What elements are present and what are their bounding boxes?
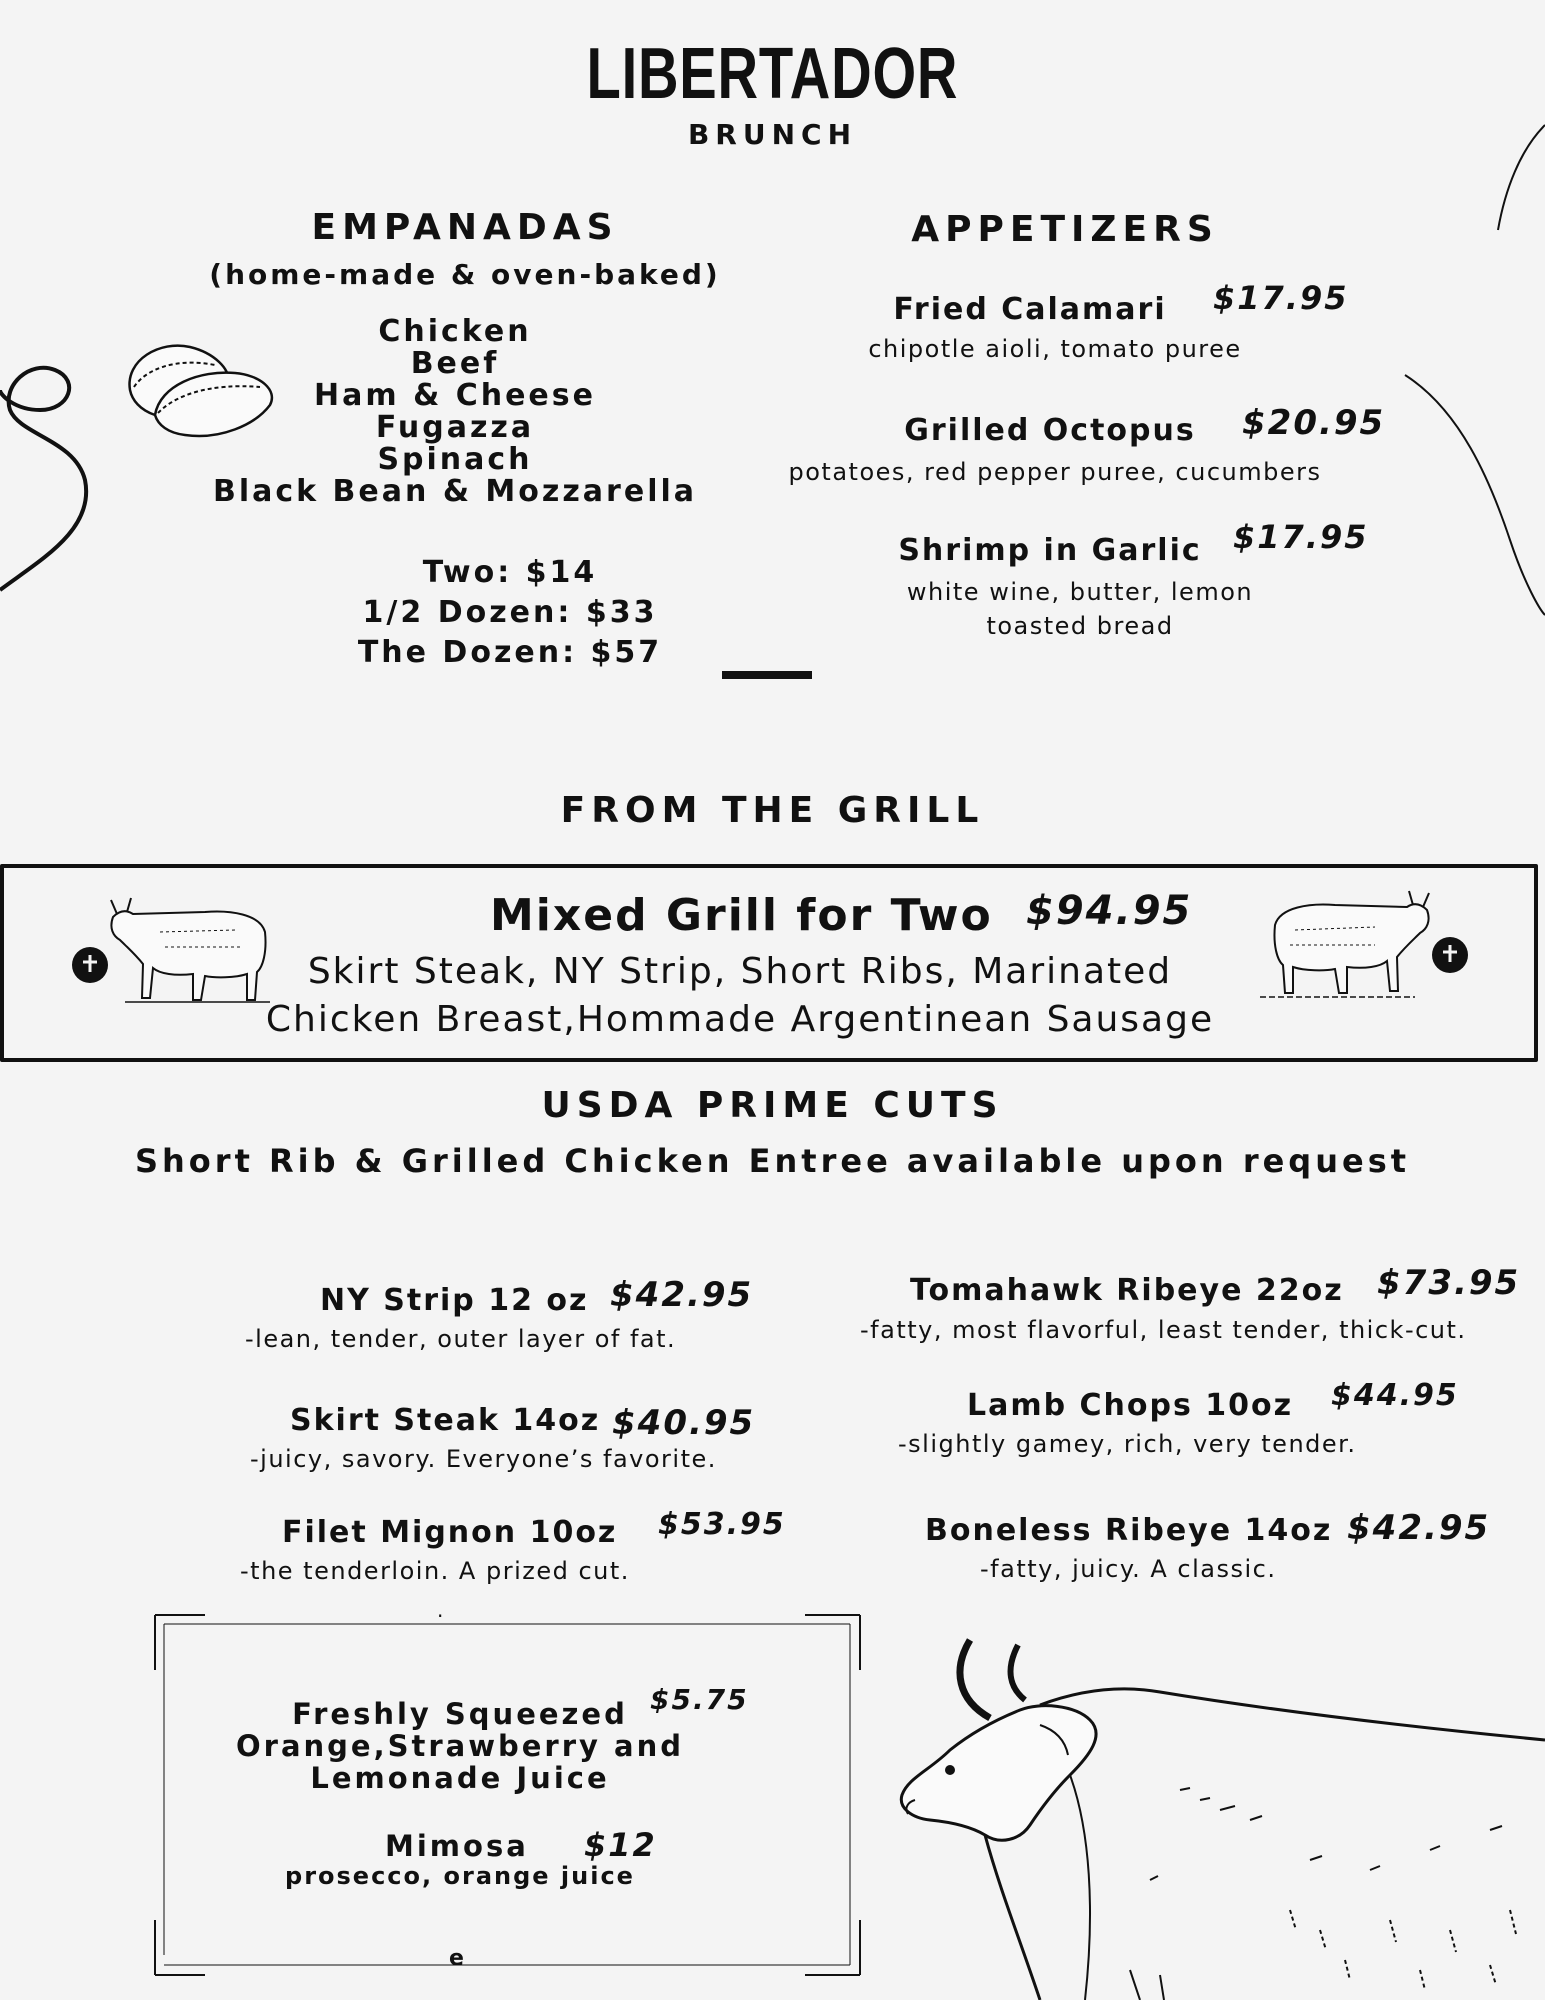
cut-price: $42.95 (610, 1275, 754, 1315)
juice-line: Freshly Squeezed (292, 1697, 628, 1731)
cut-price: $53.95 (658, 1507, 786, 1542)
bull-illustration (890, 1630, 1545, 2000)
mimosa-name: Mimosa (385, 1829, 529, 1863)
grill-item-desc (240, 948, 1240, 1044)
empanadas-heading: EMPANADAS (311, 207, 619, 248)
cut-desc: -the tenderloin. A prized cut. (240, 1557, 630, 1585)
cut-name: Filet Mignon 10oz (282, 1515, 618, 1550)
juice-name (220, 1698, 700, 1794)
prime-cuts-subheading: Short Rib & Grilled Chicken Entree available upon request (134, 1142, 1411, 1180)
curve-decoration-right-mid (1400, 370, 1545, 620)
divider-bar (722, 671, 812, 679)
drinks-mark-top: . (437, 1598, 444, 1622)
cut-desc: -lean, tender, outer layer of fat. (245, 1325, 677, 1353)
cut-desc: -fatty, juicy. A classic. (980, 1555, 1277, 1583)
restaurant-title: LIBERTADOR (586, 34, 959, 114)
grill-item-name: Mixed Grill for Two (490, 890, 993, 941)
drinks-mark-bottom: e (449, 1946, 464, 1971)
appetizers-heading: APPETIZERS (911, 209, 1219, 250)
grill-desc-line: Chicken Breast,Hommade Argentinean Sausage (265, 999, 1215, 1040)
empanada-flavor: Chicken (378, 314, 532, 349)
empanada-price: The Dozen: $57 (357, 635, 663, 670)
empanada-flavor: Spinach (377, 442, 533, 477)
cut-name: Tomahawk Ribeye 22oz (910, 1273, 1344, 1308)
cut-price: $44.95 (1331, 1378, 1459, 1413)
appetizer-price: $20.95 (1242, 403, 1386, 443)
empanada-flavor: Fugazza (375, 410, 535, 445)
cut-desc: -juicy, savory. Everyone’s favorite. (250, 1445, 717, 1473)
empanada-flavor: Black Bean & Mozzarella (212, 474, 698, 509)
empanada-flavor: Beef (410, 346, 500, 381)
appetizer-desc: toasted bread (986, 612, 1174, 640)
cow-illustration-right (1255, 885, 1475, 1010)
appetizer-name: Shrimp in Garlic (898, 533, 1202, 568)
mimosa-desc: prosecco, orange juice (285, 1862, 635, 1890)
empanadas-subheading: (home-made & oven-baked) (209, 258, 721, 291)
mimosa-price: $12 (584, 1826, 657, 1864)
drinks-frame (150, 1610, 865, 1980)
grill-item-price: $94.95 (1026, 888, 1193, 934)
juice-price: $5.75 (650, 1683, 749, 1716)
appetizer-desc: potatoes, red pepper puree, cucumbers (788, 458, 1322, 486)
empanada-price: Two: $14 (422, 555, 598, 590)
cut-name: Boneless Ribeye 14oz (925, 1513, 1333, 1548)
prime-cuts-heading: USDA PRIME CUTS (541, 1085, 1004, 1126)
empanada-price: 1/2 Dozen: $33 (362, 595, 658, 630)
cut-desc: -slightly gamey, rich, very tender. (898, 1430, 1357, 1458)
swirl-decoration-left (0, 350, 100, 600)
menu-subtitle: BRUNCH (687, 118, 858, 151)
appetizer-name: Grilled Octopus (904, 413, 1196, 448)
appetizer-price: $17.95 (1233, 518, 1369, 556)
juice-line: Orange,Strawberry and (235, 1729, 685, 1763)
empanada-flavor: Ham & Cheese (314, 378, 596, 413)
appetizer-name: Fried Calamari (893, 292, 1167, 327)
cut-name: NY Strip 12 oz (320, 1283, 589, 1318)
empanada-price-list (330, 553, 690, 673)
grill-heading: FROM THE GRILL (560, 790, 985, 831)
appetizer-desc: chipotle aioli, tomato puree (868, 335, 1242, 363)
appetizer-desc: white wine, butter, lemon (906, 578, 1254, 606)
cut-desc: -fatty, most flavorful, least tender, thick-cut. (860, 1316, 1467, 1344)
cut-name: Skirt Steak 14oz (290, 1403, 601, 1438)
cut-price: $40.95 (612, 1403, 756, 1443)
juice-line: Lemonade Juice (310, 1761, 610, 1795)
cut-name: Lamb Chops 10oz (967, 1388, 1294, 1423)
cut-price: $73.95 (1377, 1263, 1521, 1303)
appetizer-price: $17.95 (1213, 279, 1349, 317)
empanada-flavor-list (180, 316, 730, 508)
cut-price: $42.95 (1347, 1508, 1491, 1548)
grill-desc-line: Skirt Steak, NY Strip, Short Ribs, Marinated (307, 951, 1173, 992)
